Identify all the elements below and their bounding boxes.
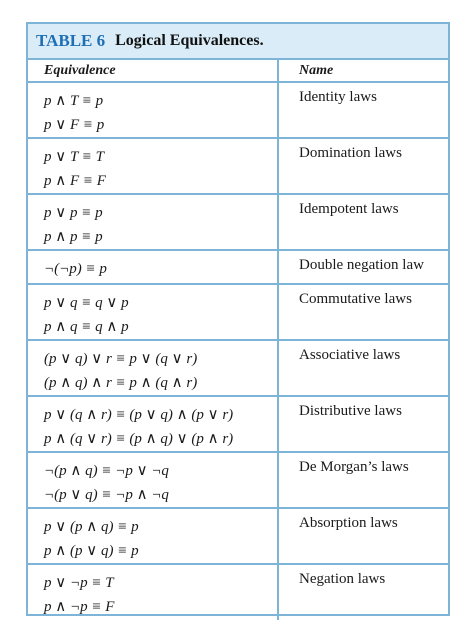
equivalence-formula: p ∧ p ≡ p: [44, 229, 103, 245]
table-row: [28, 138, 448, 194]
equivalence-cell: [28, 194, 278, 250]
equivalence-cell: [28, 564, 278, 620]
table-row: [28, 452, 448, 508]
equivalence-formula: p ∧ F ≡ F: [44, 173, 106, 189]
equivalence-cell: [28, 452, 278, 508]
equivalence-cell: [28, 138, 278, 194]
equivalence-formula: p ∨ ¬p ≡ T: [44, 575, 114, 591]
table-label: TABLE 6: [36, 31, 106, 50]
name-column-header: Name: [278, 60, 448, 82]
equivalence-cell: [28, 250, 278, 284]
equivalence-column-header: Equivalence: [28, 60, 278, 82]
equivalence-formula: (p ∧ q) ∧ r ≡ p ∧ (q ∧ r): [44, 375, 198, 391]
law-name-cell: De Morgan’s laws: [278, 452, 448, 508]
equivalence-formula: p ∧ q ≡ q ∧ p: [44, 319, 129, 335]
equivalence-formula: p ∨ q ≡ q ∨ p: [44, 295, 129, 311]
equivalence-cell: [28, 340, 278, 396]
equivalence-formula: p ∨ T ≡ T: [44, 149, 105, 165]
law-name-cell: Commutative laws: [278, 284, 448, 340]
table-row: [28, 340, 448, 396]
table-row: [28, 284, 448, 340]
equivalence-formula: p ∨ (q ∧ r) ≡ (p ∨ q) ∧ (p ∨ r): [44, 407, 234, 423]
equivalence-formula: p ∧ (q ∨ r) ≡ (p ∧ q) ∨ (p ∧ r): [44, 431, 234, 447]
equivalence-formula: p ∨ p ≡ p: [44, 205, 103, 221]
law-name-cell: Domination laws: [278, 138, 448, 194]
equivalence-formula: (p ∨ q) ∨ r ≡ p ∨ (q ∨ r): [44, 351, 198, 367]
table-row: [28, 82, 448, 138]
table-body: [28, 82, 448, 620]
equivalence-cell: [28, 396, 278, 452]
equivalence-formula: p ∧ (p ∨ q) ≡ p: [44, 543, 139, 559]
equivalence-formula: p ∧ ¬p ≡ F: [44, 599, 115, 615]
equivalence-cell: [28, 508, 278, 564]
equivalence-cell: [28, 82, 278, 138]
table-title: Logical Equivalences.: [115, 32, 264, 49]
equivalence-formula: ¬(p ∧ q) ≡ ¬p ∨ ¬q: [44, 463, 169, 479]
equivalences-table: [28, 60, 448, 620]
equivalence-formula: ¬(p ∨ q) ≡ ¬p ∧ ¬q: [44, 487, 169, 503]
table-title-bar: [28, 24, 448, 60]
equivalence-formula: p ∧ T ≡ p: [44, 93, 104, 109]
logical-equivalences-table-frame: [26, 22, 450, 616]
equivalence-cell: [28, 284, 278, 340]
table-row: [28, 194, 448, 250]
table-row: [28, 250, 448, 284]
equivalence-formula: p ∨ F ≡ p: [44, 117, 105, 133]
law-name-cell: Double negation law: [278, 250, 448, 284]
law-name-cell: Negation laws: [278, 564, 448, 620]
law-name-cell: Associative laws: [278, 340, 448, 396]
law-name-cell: Identity laws: [278, 82, 448, 138]
equivalence-formula: ¬(¬p) ≡ p: [44, 261, 107, 277]
law-name-cell: Distributive laws: [278, 396, 448, 452]
law-name-cell: Absorption laws: [278, 508, 448, 564]
table-row: [28, 396, 448, 452]
law-name-cell: Idempotent laws: [278, 194, 448, 250]
table-row: [28, 508, 448, 564]
equivalence-formula: p ∨ (p ∧ q) ≡ p: [44, 519, 139, 535]
table-row: [28, 564, 448, 620]
